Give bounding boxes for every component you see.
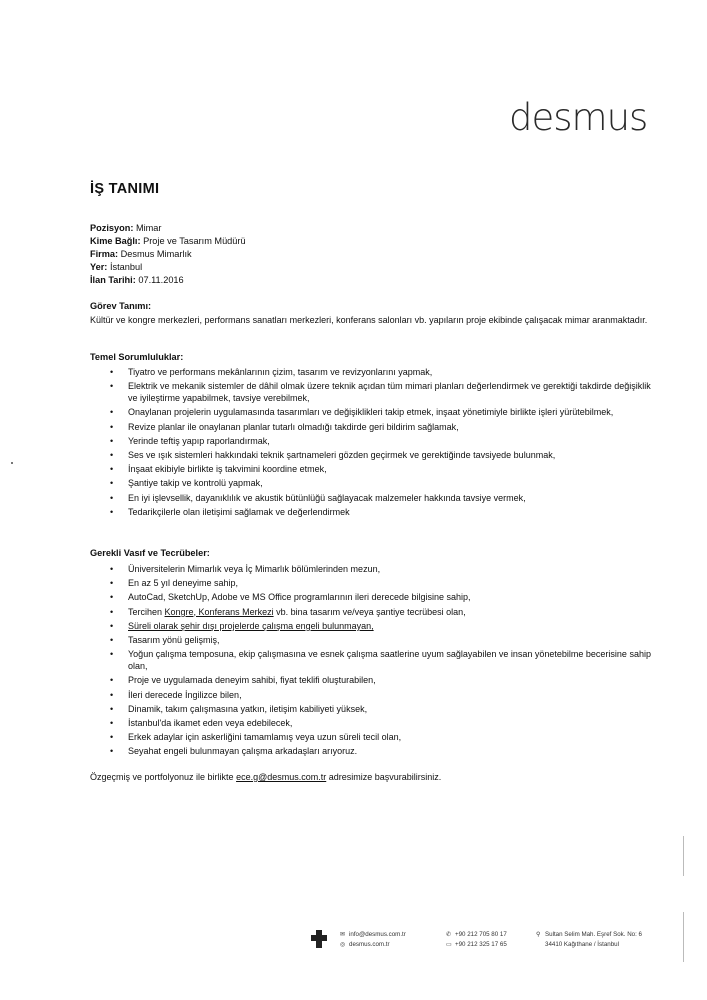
footer-address: ⚲ Sultan Selim Mah. Eşref Sok. No: 6 34410 Kağıthane / İstanbul xyxy=(536,931,642,948)
list-item: • Elektrik ve mekanik sistemler de dâhil olmak üzere teknik açıdan tüm mimari planları değerlendirmek ve gerektiği takdirde değişiklik ve iyileştirme yapabilmek, tavsiye verebilmek, xyxy=(0,380,660,404)
list-item: • Tasarım yönü gelişmiş, xyxy=(0,634,660,646)
field-position: Pozisyon: Mimar xyxy=(90,223,162,233)
list-item: • İnşaat ekibiyle birlikte iş takvimini koordine etmek, xyxy=(0,463,660,475)
phone-icon: ✆ xyxy=(446,932,452,938)
underlined-text: Süreli olarak şehir dışı projelerde çalışma engeli bulunmayan, xyxy=(128,620,374,631)
field-date: İlan Tarihi: 07.11.2016 xyxy=(90,274,184,285)
page-title: İŞ TANIMI xyxy=(90,181,160,197)
list-item: • İleri derecede İngilizce bilen, xyxy=(0,689,660,701)
footer-email[interactable]: info@desmus.com.tr xyxy=(349,931,406,938)
list-item: • Üniversitelerin Mimarlık veya İç Mimarlık bölümlerinden mezun, xyxy=(0,563,660,575)
job-description-text: Kültür ve kongre merkezleri, performans sanatları merkezleri, konferans salonları vb. yapıların proje ekibinde çalışacak mimar aranmaktadır. xyxy=(90,315,648,325)
list-item: • Revize planlar ile onaylanan planlar tutarlı olmadığı takdirde geri bildirim sağlamak, xyxy=(0,421,660,433)
list-item: • Erkek adaylar için askerliğini tamamlamış veya uzun süreli tecil olan, xyxy=(0,731,660,743)
apply-email-link[interactable]: ece.g@desmus.com.tr xyxy=(236,772,327,782)
mail-icon: ✉ xyxy=(340,932,346,938)
list-item: • Tercihen Kongre, Konferans Merkezi vb. bina tasarım ve/veya şantiye tecrübesi olan, xyxy=(0,606,660,618)
location-pin-icon: ⚲ xyxy=(536,932,541,938)
responsibilities-heading: Temel Sorumluluklar: xyxy=(90,352,184,362)
closing-text: Özgeçmiş ve portfolyonuz ile birlikte ece.g@desmus.com.tr adresimize başvurabilirsiniz. xyxy=(90,772,442,782)
qualifications-list xyxy=(0,563,660,760)
globe-icon: ◎ xyxy=(340,942,346,948)
list-item: • En az 5 yıl deneyime sahip, xyxy=(0,577,660,589)
job-description-heading: Görev Tanımı: xyxy=(90,301,152,311)
list-item: • Seyahat engeli bulunmayan çalışma arkadaşları arıyoruz. xyxy=(0,745,660,757)
underlined-text: Kongre, Konferans Merkezi xyxy=(164,606,274,617)
list-item: • Proje ve uygulamada deneyim sahibi, fiyat teklifi oluşturabilen, xyxy=(0,674,660,686)
field-company: Firma: Desmus Mimarlık xyxy=(90,248,192,259)
footer-phone: +90 212 705 80 17 xyxy=(455,931,507,938)
list-item: • Tiyatro ve performans mekânlarının çizim, tasarım ve revizyonlarını yapmak, xyxy=(0,366,660,378)
fax-icon: ▭ xyxy=(446,942,452,948)
footer-contact-web xyxy=(340,930,406,950)
medical-cross-logo-icon xyxy=(311,930,327,948)
list-item: • Onaylanan projelerin uygulamasında tasarımları ve değişiklikleri takip etmek, inşaat yönetimiyle birlikte işleri yürütebilmek, xyxy=(0,406,660,418)
footer-web[interactable]: desmus.com.tr xyxy=(349,941,390,948)
list-item: • Yoğun çalışma temposuna, ekip çalışmasına ve esnek çalışma saatlerine uyum sağlayabilen ve insan yönetebilme becerisine sahip olan, xyxy=(0,648,660,672)
footer-contact-phone xyxy=(446,930,507,950)
qualifications-heading: Gerekli Vasıf ve Tecrübeler: xyxy=(90,548,210,558)
scan-mark xyxy=(683,836,684,876)
responsibilities-list xyxy=(0,366,660,520)
company-logo: desmus xyxy=(509,96,648,139)
list-item: • İstanbul'da ikamet eden veya edebilecek, xyxy=(0,717,660,729)
list-item: • Dinamik, takım çalışmasına yatkın, iletişim kabiliyeti yüksek, xyxy=(0,703,660,715)
field-location: Yer: İstanbul xyxy=(90,261,143,272)
footer-fax: +90 212 325 17 65 xyxy=(455,941,507,948)
scan-mark xyxy=(683,912,684,962)
list-item: • En iyi işlevsellik, dayanıklılık ve akustik bütünlüğü sağlayacak malzemeler hakkında tavsiye vermek, xyxy=(0,492,660,504)
field-reports-to: Kime Bağlı: Proje ve Tasarım Müdürü xyxy=(90,235,246,246)
list-item: • Tedarikçilerle olan iletişimi sağlamak ve değerlendirmek xyxy=(0,506,660,518)
list-item: • Yerinde teftiş yapıp raporlandırmak, xyxy=(0,435,660,447)
list-item: • Ses ve ışık sistemleri hakkındaki teknik şartnameleri gözden geçirmek ve gerektiğinde tavsiyede bulunmak, xyxy=(0,449,660,461)
list-item xyxy=(0,620,660,632)
scan-mark xyxy=(11,462,13,464)
list-item: • Şantiye takip ve kontrolü yapmak, xyxy=(0,477,660,489)
list-item: • AutoCad, SketchUp, Adobe ve MS Office programlarının ileri derecede bilgisine sahip, xyxy=(0,591,660,603)
job-fields xyxy=(90,222,246,287)
